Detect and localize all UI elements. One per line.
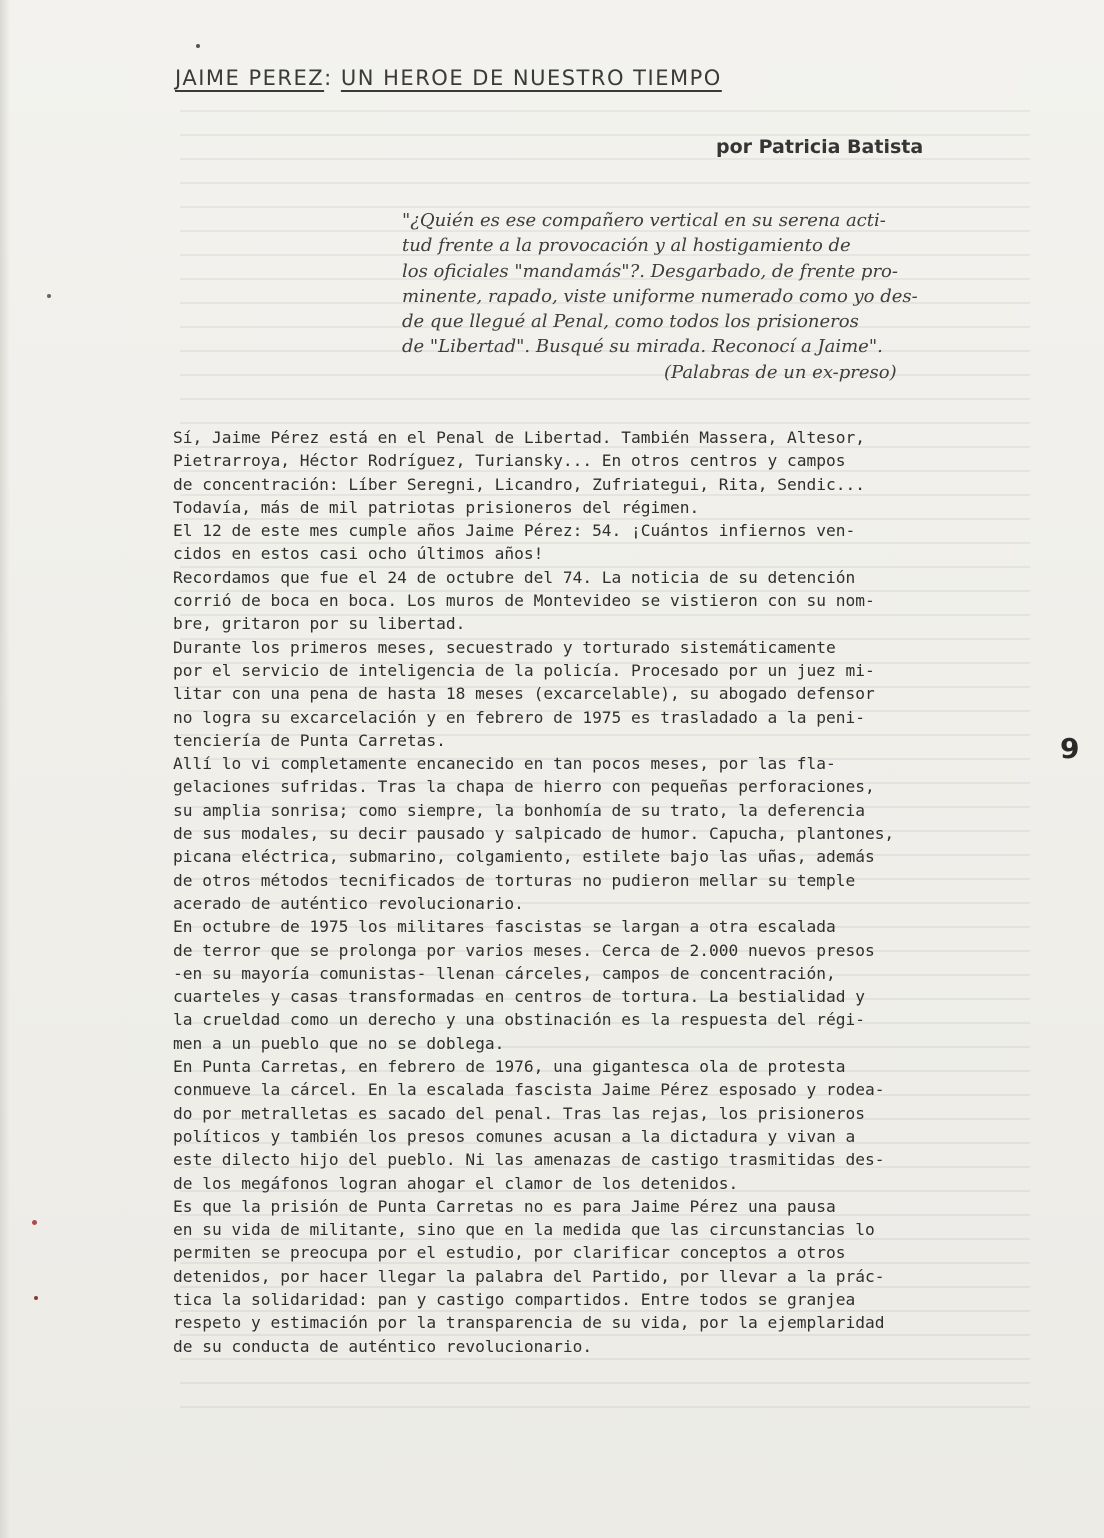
body-line: su amplia sonrisa; como siempre, la bonhomía de su trato, la deferencia [173, 800, 865, 820]
ink-speck [34, 1296, 38, 1300]
epigraph-quote [402, 208, 918, 385]
body-line: cidos en estos casi ocho últimos años! [173, 544, 544, 564]
body-line: de otros métodos tecnificados de torturas no pudieron mellar su temple [173, 870, 856, 890]
title-subtitle: UN HEROE DE NUESTRO TIEMPO [340, 66, 722, 90]
body-line: cuarteles y casas transformadas en centros de tortura. La bestialidad y [173, 987, 865, 1007]
body-line: do por metralletas es sacado del penal. Tras las rejas, los prisioneros [173, 1103, 865, 1123]
body-line: corrió de boca en boca. Los muros de Montevideo se vistieron con su nom- [173, 591, 875, 611]
body-line: litar con una pena de hasta 18 meses (excarcelable), su abogado defensor [173, 684, 875, 704]
body-line: Allí lo vi completamente encanecido en tan pocos meses, por las fla- [173, 754, 836, 774]
epigraph-line: "¿Quién es ese compañero vertical en su serena acti- [402, 210, 886, 231]
ink-speck [32, 1220, 37, 1225]
title-name: JAIME PEREZ [175, 66, 325, 90]
body-line: En octubre de 1975 los militares fascistas se largan a otra escalada [173, 917, 836, 937]
body-line: conmueve la cárcel. En la escalada fascista Jaime Pérez esposado y rodea- [173, 1080, 885, 1100]
body-line: acerado de auténtico revolucionario. [173, 893, 524, 913]
body-line: tica la solidaridad: pan y castigo compartidos. Entre todos se granjea [173, 1289, 856, 1309]
body-line: Todavía, más de mil patriotas prisioneros del régimen. [173, 497, 700, 517]
body-line: En Punta Carretas, en febrero de 1976, una gigantesca ola de protesta [173, 1057, 846, 1077]
body-line: este dilecto hijo del pueblo. Ni las amenazas de castigo trasmitidas des- [173, 1150, 885, 1170]
body-line: Recordamos que fue el 24 de octubre del 74. La noticia de su detención [173, 567, 856, 587]
body-line: detenidos, por hacer llegar la palabra del Partido, por llevar a la prác- [173, 1266, 885, 1286]
body-line: de su conducta de auténtico revolucionario. [173, 1336, 593, 1356]
epigraph-line: de que llegué al Penal, como todos los prisioneros [402, 311, 859, 333]
title-colon: : [324, 66, 333, 90]
ink-speck [196, 44, 200, 48]
body-line: la crueldad como un derecho y una obstinación es la respuesta del régi- [173, 1010, 865, 1030]
body-line: men a un pueblo que no se doblega. [173, 1033, 505, 1053]
epigraph-line: minente, rapado, viste uniforme numerado como yo des- [402, 285, 918, 307]
scan-edge-shadow [0, 0, 10, 1538]
body-line: bre, gritaron por su libertad. [173, 614, 466, 634]
body-line: respeto y estimación por la transparencia de su vida, por la ejemplaridad [173, 1313, 885, 1333]
page-number: 9 [1060, 732, 1080, 765]
epigraph-line: tud frente a la provocación y al hostigamiento de [402, 235, 851, 257]
article-title [175, 66, 722, 90]
epigraph-line: de "Libertad". Busqué su mirada. Reconocí a Jaime". [402, 336, 883, 358]
body-line: por el servicio de inteligencia de la policía. Procesado por un juez mi- [173, 660, 875, 680]
author-byline: por Patricia Batista [716, 136, 924, 158]
body-line: de sus modales, su decir pausado y salpicado de humor. Capucha, plantones, [173, 824, 895, 844]
epigraph-line: los oficiales "mandamás"?. Desgarbado, de frente pro- [402, 260, 898, 282]
body-line: gelaciones sufridas. Tras la chapa de hierro con pequeñas perforaciones, [173, 777, 875, 797]
body-line: picana eléctrica, submarino, colgamiento, estilete bajo las uñas, además [173, 847, 875, 867]
body-line: de concentración: Líber Seregni, Licandro, Zufriategui, Rita, Sendic... [173, 474, 865, 494]
body-line: políticos y también los presos comunes acusan a la dictadura y vivan a [173, 1126, 856, 1146]
body-line: El 12 de este mes cumple años Jaime Pérez: 54. ¡Cuántos infiernos ven- [173, 521, 856, 541]
body-line: tenciería de Punta Carretas. [173, 730, 446, 750]
body-line: de los megáfonos logran ahogar el clamor de los detenidos. [173, 1173, 739, 1193]
body-line: -en su mayoría comunistas- llenan cárceles, campos de concentración, [173, 963, 836, 983]
body-line: Es que la prisión de Punta Carretas no es para Jaime Pérez una pausa [173, 1196, 836, 1216]
body-line: en su vida de militante, sino que en la medida que las circunstancias lo [173, 1220, 875, 1240]
body-line: permiten se preocupa por el estudio, por clarificar conceptos a otros [173, 1243, 846, 1263]
body-line: no logra su excarcelación y en febrero de 1975 es trasladado a la peni- [173, 707, 865, 727]
epigraph-attribution: (Palabras de un ex-preso) [664, 361, 897, 383]
body-line: Durante los primeros meses, secuestrado y torturado sistemáticamente [173, 637, 836, 657]
article-body [173, 426, 894, 1358]
ink-speck [47, 294, 51, 298]
body-line: Sí, Jaime Pérez está en el Penal de Libertad. También Massera, Altesor, [173, 428, 865, 447]
body-line: de terror que se prolonga por varios meses. Cerca de 2.000 nuevos presos [173, 940, 875, 960]
body-line: Pietrarroya, Héctor Rodríguez, Turiansky... En otros centros y campos [173, 451, 846, 471]
